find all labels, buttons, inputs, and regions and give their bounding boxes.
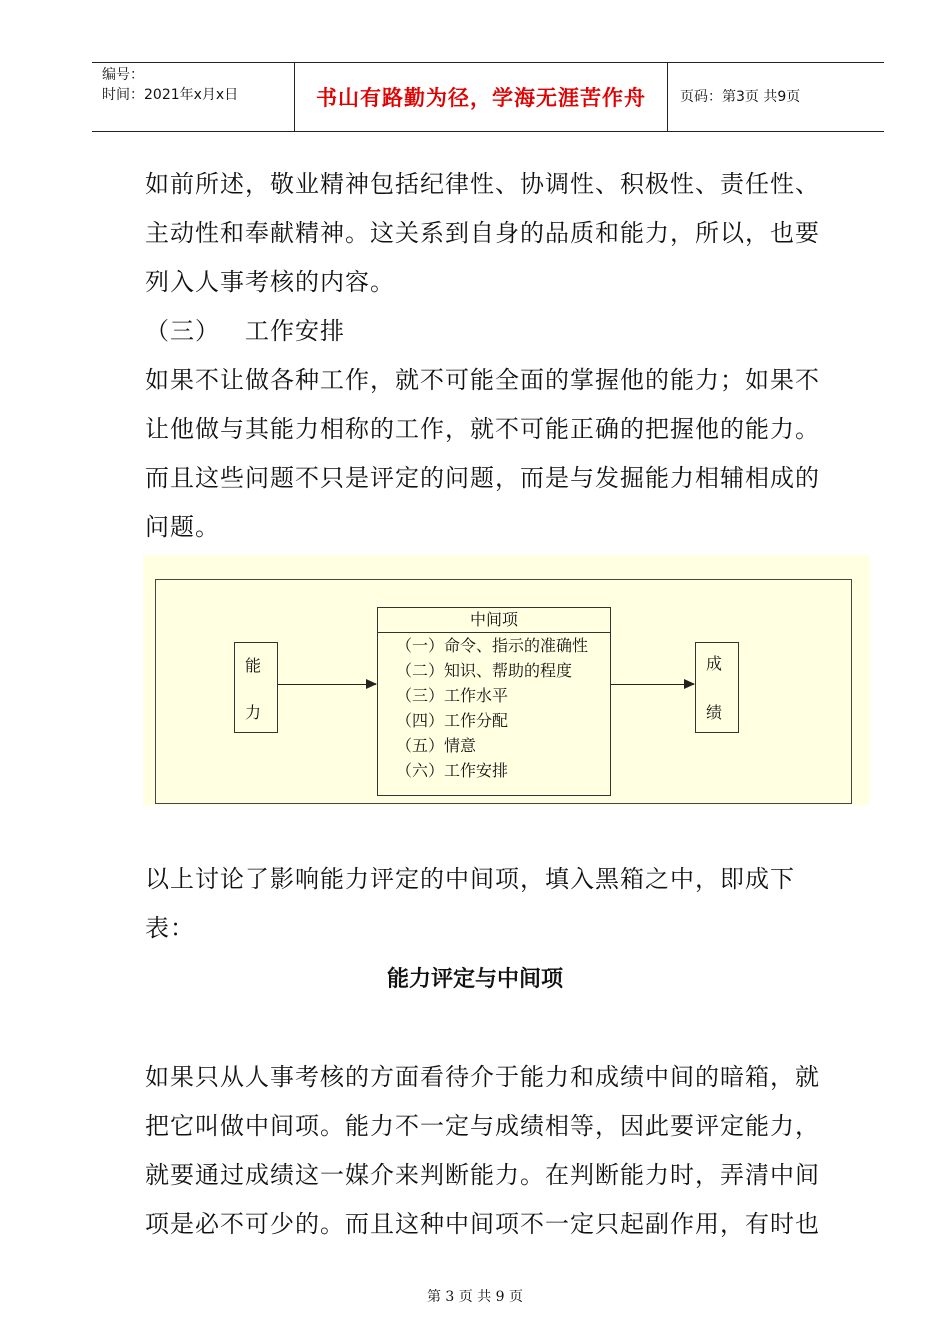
middle-item: （四）工作分配 <box>396 711 509 730</box>
middle-items-box <box>377 607 611 796</box>
paragraph-line: 如果只从人事考核的方面看待介于能力和成绩中间的暗箱，就 <box>145 1063 820 1091</box>
paragraph-line: 把它叫做中间项。能力不一定与成绩相等，因此要评定能力， <box>145 1112 820 1140</box>
serial-label: 编号： <box>102 67 144 83</box>
ability-char: 力 <box>245 703 262 722</box>
paragraph-line: 项是必不可少的。而且这种中间项不一定只起副作用，有时也 <box>145 1210 820 1238</box>
time-label: 时间：2021年x月x日 <box>102 87 239 103</box>
arrow-to-result <box>611 684 694 685</box>
header-meta <box>92 63 295 131</box>
middle-item: （二）知识、帮助的程度 <box>396 661 573 680</box>
middle-item: （一）命令、指示的准确性 <box>396 636 589 655</box>
paragraph-line: 如果不让做各种工作，就不可能全面的掌握他的能力；如果不 <box>145 366 820 394</box>
middle-item: （三）工作水平 <box>396 686 509 705</box>
middle-item: （五）情意 <box>396 736 477 755</box>
paragraph-line: 让他做与其能力相称的工作，就不可能正确的把握他的能力。 <box>145 415 820 443</box>
result-char: 成 <box>706 654 723 673</box>
header-motto-cell <box>295 63 668 131</box>
paragraph-line: 主动性和奉献精神。这关系到自身的品质和能力，所以，也要 <box>145 219 820 247</box>
middle-items-title: 中间项 <box>378 608 610 633</box>
paragraph-line: 问题。 <box>145 513 220 541</box>
ability-diagram <box>143 555 870 805</box>
middle-item: （六）工作安排 <box>396 761 509 780</box>
header-page-cell <box>668 63 884 131</box>
header-page-label: 页码：第3页 共9页 <box>680 89 801 105</box>
ability-box <box>234 642 278 733</box>
arrow-to-middle <box>278 684 376 685</box>
page-footer: 第 3 页 共 9 页 <box>426 1289 524 1305</box>
paragraph-line: 而且这些问题不只是评定的问题，而是与发掘能力相辅相成的 <box>145 464 820 492</box>
paragraph-line: 以上讨论了影响能力评定的中间项，填入黑箱之中，即成下 <box>145 865 795 893</box>
result-char: 绩 <box>706 703 723 722</box>
result-box <box>695 642 739 733</box>
table-title: 能力评定与中间项 <box>386 967 563 992</box>
paragraph-line: 如前所述，敬业精神包括纪律性、协调性、积极性、责任性、 <box>145 170 820 198</box>
paragraph-dedication <box>145 160 845 307</box>
section-number: （三） <box>145 317 220 345</box>
paragraph-line: 表： <box>145 914 195 942</box>
header-motto: 书山有路勤为径，学海无涯苦作舟 <box>316 86 646 110</box>
ability-char: 能 <box>245 656 262 675</box>
paragraph-black-box <box>145 855 845 953</box>
section-heading <box>145 307 845 356</box>
paragraph-line: 列入人事考核的内容。 <box>145 268 395 296</box>
paragraph-middle-items <box>145 1053 845 1249</box>
paragraph-work-arrangement <box>145 356 845 552</box>
section-heading-line <box>145 307 845 356</box>
section-title: 工作安排 <box>245 317 345 345</box>
page-header <box>92 62 884 132</box>
paragraph-line: 就要通过成绩这一媒介来判断能力。在判断能力时，弄清中间 <box>145 1161 820 1189</box>
